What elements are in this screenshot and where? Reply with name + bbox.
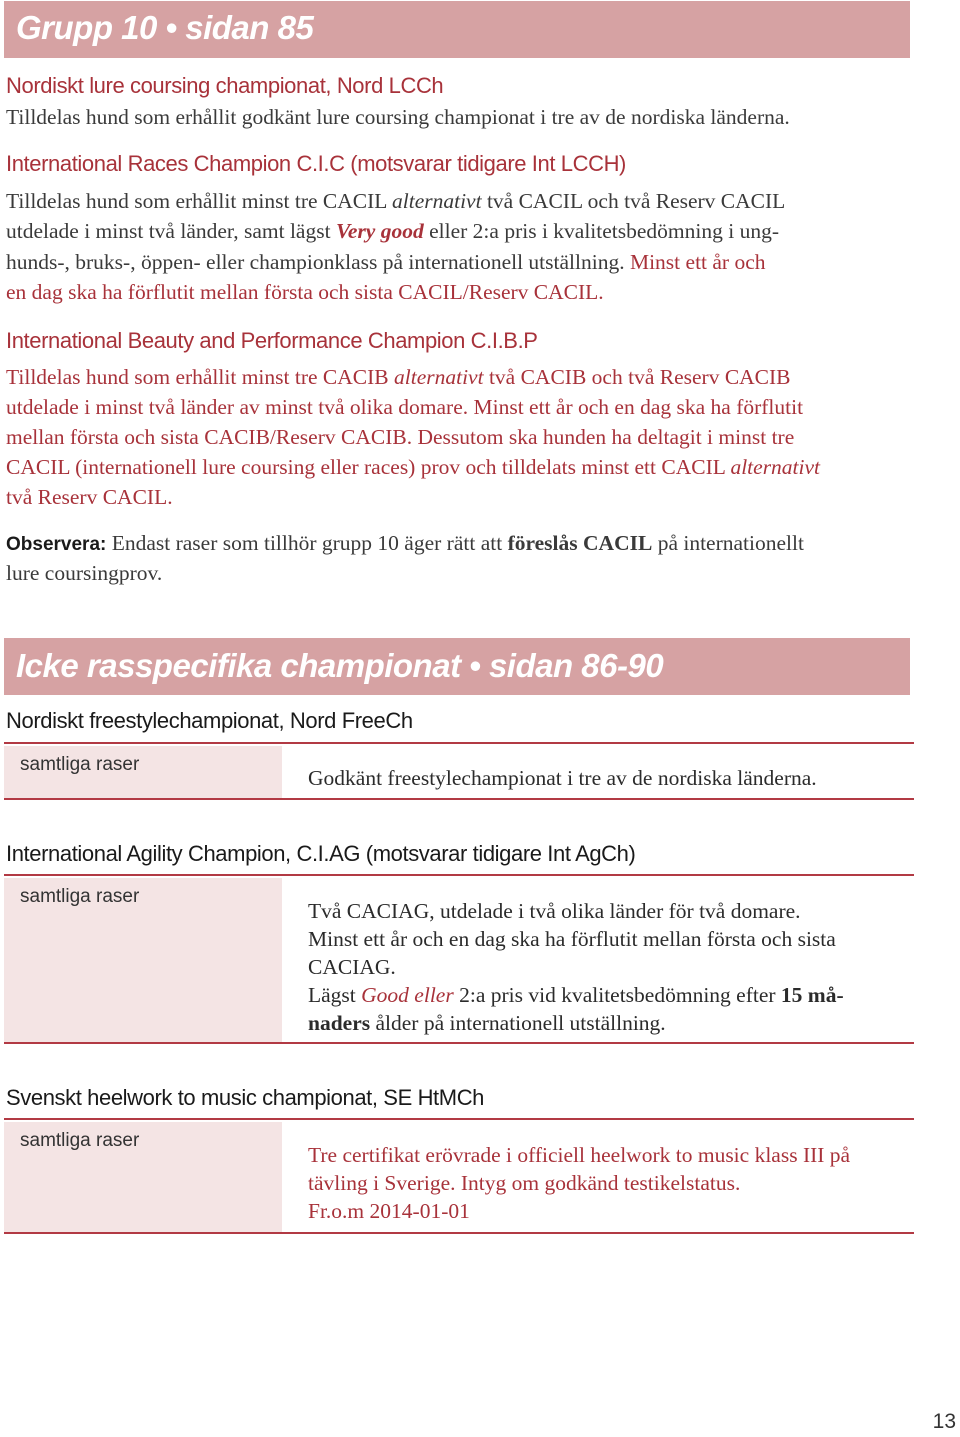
text-se-htmch-line: tävling i Sverige. Intyg om godkänd testikelstatus. [308, 1171, 741, 1195]
banner-title: Icke rasspecifika championat • sidan 86-90 [16, 647, 664, 684]
text-nord-lcch: Tilldelas hund som erhållit godkänt lure coursing championat i tre av de nordiska länderna. [6, 105, 790, 129]
text-int-beauty-line: mellan första och sista CACIB/Reserv CACIB. Dessutom ska hunden ha deltagit i minst tre [6, 425, 795, 449]
heading-int-agch: International Agility Champion, C.I.AG (motsvarar tidigare Int AgCh) [6, 841, 636, 866]
breed-label: samtliga raser [20, 1130, 140, 1151]
text-int-races-line: hunds-, bruks-, öppen- eller championklass på internationell utställning. Minst ett år och [6, 250, 766, 274]
text-nord-freech: Godkänt freestylechampionat i tre av de nordiska länderna. [308, 766, 817, 790]
observera-note-line2: lure coursingprov. [6, 561, 163, 585]
text-int-beauty-line: två Reserv CACIL. [6, 485, 173, 509]
text-int-races-line: Tilldelas hund som erhållit minst tre CACIL alternativt två CACIL och två Reserv CACIL [6, 189, 786, 213]
heading-nord-freech: Nordiskt freestylechampionat, Nord FreeCh [6, 708, 413, 733]
heading-int-races: International Races Champion C.I.C (motsvarar tidigare Int LCCH) [6, 151, 626, 176]
divider [4, 1232, 914, 1234]
breed-label: samtliga raser [20, 886, 140, 907]
text-int-races-line: utdelade i minst två länder, samt lägst Very good eller 2:a pris i kvalitetsbedömning i ung- [6, 219, 780, 243]
text-int-beauty-line: Tilldelas hund som erhållit minst tre CACIB alternativt två CACIB och två Reserv CACIB [6, 365, 791, 389]
breed-cell [4, 878, 282, 1042]
observera-note: Observera: Endast raser som tillhör grupp 10 äger rätt att föreslås CACIL på internationellt [6, 531, 804, 555]
divider [4, 742, 914, 744]
text-int-races-line: en dag ska ha förflutit mellan första och sista CACIL/Reserv CACIL. [6, 280, 604, 304]
heading-nord-lcch: Nordiskt lure coursing championat, Nord LCCh [6, 73, 444, 98]
text-int-agch-line: Två CACIAG, utdelade i två olika länder för två domare. [308, 899, 801, 923]
divider [4, 874, 914, 876]
text-int-agch-line: Lägst Good eller 2:a pris vid kvalitetsbedömning efter 15 må- [308, 983, 844, 1007]
heading-se-htmch: Svenskt heelwork to music championat, SE HtMCh [6, 1085, 485, 1110]
page-number: 13 [932, 1410, 956, 1433]
text-int-agch-line: CACIAG. [308, 955, 396, 979]
text-int-agch-line: naders ålder på internationell utställning. [308, 1011, 666, 1035]
text-se-htmch-line: Tre certifikat erövrade i officiell heelwork to music klass III på [308, 1143, 851, 1167]
text-int-agch-line: Minst ett år och en dag ska ha förflutit mellan första och sista [308, 927, 836, 951]
breed-cell [4, 1122, 282, 1232]
section-banner-grupp10 [4, 1, 910, 58]
heading-int-beauty: International Beauty and Performance Champion C.I.B.P [6, 328, 538, 353]
breed-label: samtliga raser [20, 754, 140, 775]
breed-cell [4, 746, 282, 798]
text-int-beauty-line: CACIL (internationell lure coursing eller races) prov och tilldelats minst ett CACIL alternativt [6, 455, 821, 479]
section-banner-icke-rasspecifika [4, 638, 910, 695]
observera-label: Observera: [6, 534, 107, 555]
text-se-htmch-line: Fr.o.m 2014-01-01 [308, 1199, 470, 1223]
divider [4, 798, 914, 800]
text-int-beauty-line: utdelade i minst två länder av minst två olika domare. Minst ett år och en dag ska ha förflutit [6, 395, 804, 419]
divider [4, 1118, 914, 1120]
banner-title: Grupp 10 • sidan 85 [16, 9, 314, 46]
divider [4, 1042, 914, 1044]
